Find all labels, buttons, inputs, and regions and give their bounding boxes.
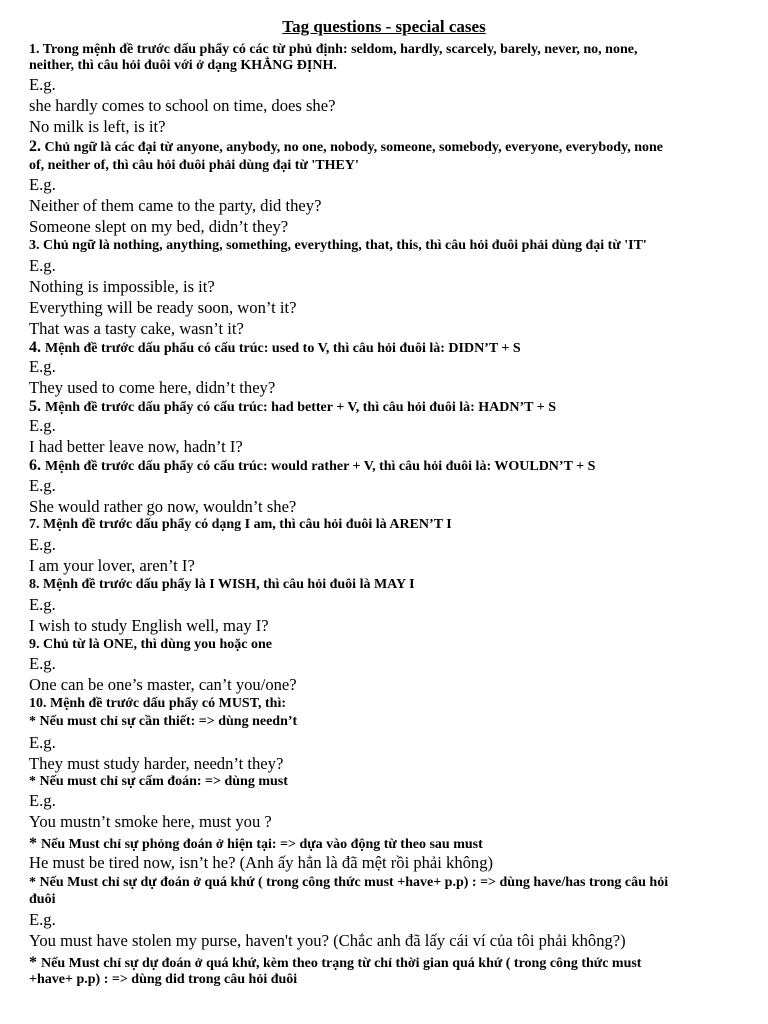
rule-heading	[29, 891, 55, 909]
line-text: * Nếu must chỉ sự cấm đoán: => dùng must	[29, 774, 288, 789]
text-line	[29, 931, 626, 951]
line-text: she hardly comes to school on time, does she?	[29, 96, 336, 115]
rule-heading	[29, 237, 647, 255]
text-line	[29, 256, 56, 276]
rule-heading	[29, 713, 297, 731]
line-prefix: 2.	[29, 138, 41, 155]
line-text: That was a tasty cake, wasn’t it?	[29, 319, 244, 338]
rule-heading	[29, 138, 663, 157]
text-line	[29, 616, 269, 636]
line-text: You must have stolen my purse, haven't you? (Chắc anh đã lấy cái ví của tôi phải không?)	[29, 931, 626, 950]
line-text: One can be one’s master, can’t you/one?	[29, 675, 297, 694]
line-text: 3. Chủ ngữ là nothing, anything, something, everything, that, this, thì câu hỏi đuôi phải dùng đại từ 'IT'	[29, 238, 647, 253]
line-text: She would rather go now, wouldn’t she?	[29, 497, 297, 516]
line-prefix: *	[29, 954, 41, 971]
rule-heading	[29, 874, 668, 892]
text-line	[29, 277, 215, 297]
line-text: They must study harder, needn’t they?	[29, 754, 284, 773]
rule-heading	[29, 576, 415, 594]
rule-heading	[29, 971, 297, 989]
rule-heading	[29, 516, 452, 534]
text-line	[29, 196, 321, 216]
text-line	[29, 175, 56, 195]
rule-heading	[29, 157, 359, 175]
text-line	[29, 75, 56, 95]
text-line	[29, 476, 56, 496]
line-text: Mệnh đề trước dấu phẩy có cấu trúc: had better + V, thì câu hỏi đuôi là: HADN’T + S	[45, 400, 556, 415]
line-text: E.g.	[29, 476, 56, 495]
text-line	[29, 812, 272, 832]
rule-heading	[29, 636, 272, 654]
line-text: I am your lover, aren’t I?	[29, 556, 195, 575]
line-text: 7. Mệnh đề trước dấu phẩy có dạng I am, thì câu hỏi đuôi là AREN’T I	[29, 517, 452, 532]
rule-heading	[29, 695, 286, 713]
text-line	[29, 298, 296, 318]
line-text: E.g.	[29, 416, 56, 435]
line-text: Nothing is impossible, is it?	[29, 277, 215, 296]
line-text: Nếu Must chỉ sự phỏng đoán ở hiện tại: => dựa vào động từ theo sau must	[41, 837, 483, 852]
line-prefix: 5.	[29, 398, 45, 415]
line-text: 8. Mệnh đề trước dấu phẩy là I WISH, thì câu hỏi đuôi là MAY I	[29, 577, 415, 592]
text-line	[29, 96, 335, 116]
text-line	[29, 357, 56, 377]
rule-heading	[29, 57, 337, 75]
line-text: They used to come here, didn’t they?	[29, 378, 276, 397]
text-line	[29, 416, 56, 436]
line-prefix: *	[29, 835, 41, 852]
line-text: neither, thì câu hỏi đuôi với ở dạng KHẲNG ĐỊNH.	[29, 58, 337, 73]
line-text: Nếu Must chỉ sự dự đoán ở quá khứ, kèm theo trạng từ chỉ thời gian quá khứ ( trong công thức must	[41, 956, 642, 971]
line-text: Someone slept on my bed, didn’t they?	[29, 217, 289, 236]
text-line	[29, 319, 244, 339]
line-text: E.g.	[29, 654, 56, 673]
line-text: E.g.	[29, 791, 56, 810]
text-line	[29, 754, 283, 774]
line-text: E.g.	[29, 595, 56, 614]
line-text: E.g.	[29, 733, 56, 752]
text-line	[29, 733, 56, 753]
page-title: Tag questions - special cases	[282, 17, 486, 36]
line-text: E.g.	[29, 256, 56, 275]
line-prefix: 4.	[29, 339, 45, 356]
line-text: Everything will be ready soon, won’t it?	[29, 298, 297, 317]
line-text: E.g.	[29, 75, 56, 94]
line-text: * Nếu must chỉ sự cần thiết: => dùng needn’t	[29, 714, 298, 729]
rule-heading	[29, 835, 483, 854]
line-text: E.g.	[29, 357, 56, 376]
line-text: 9. Chủ từ là ONE, thì dùng you hoặc one	[29, 637, 272, 652]
text-line	[29, 437, 243, 457]
text-line	[29, 910, 56, 930]
line-text: You mustn’t smoke here, must you ?	[29, 812, 272, 831]
line-text: * Nếu Must chỉ sự dự đoán ở quá khứ ( trong công thức must +have+ p.p) : => dùng have/has trong câu hỏi	[29, 875, 669, 890]
rule-heading	[29, 398, 556, 417]
rule-heading	[29, 457, 595, 476]
line-text: E.g.	[29, 175, 56, 194]
line-text: No milk is left, is it?	[29, 117, 166, 136]
line-text: đuôi	[29, 892, 56, 907]
rule-heading	[29, 339, 521, 358]
text-line	[29, 117, 165, 137]
text-line	[29, 654, 56, 674]
line-text: Mệnh đề trước dấu phẩu có cấu trúc: used to V, thì câu hỏi đuôi là: DIDN’T + S	[45, 341, 521, 356]
line-text: Mệnh đề trước dấu phẩy có cấu trúc: would rather + V, thì câu hỏi đuôi là: WOULDN’T + S	[45, 459, 596, 474]
line-text: E.g.	[29, 535, 56, 554]
text-line	[29, 556, 195, 576]
text-line	[29, 217, 288, 237]
line-text: He must be tired now, isn’t he? (Anh ấy hẳn là đã mệt rồi phải không)	[29, 853, 494, 872]
text-line	[29, 535, 56, 555]
line-text: I had better leave now, hadn’t I?	[29, 437, 243, 456]
text-line	[29, 675, 297, 695]
line-text: +have+ p.p) : => dùng did trong câu hỏi đuôi	[29, 972, 298, 987]
line-text: Chủ ngữ là các đại từ anyone, anybody, no one, nobody, someone, somebody, everyone, everybody, none	[41, 140, 663, 155]
line-prefix: 6.	[29, 457, 45, 474]
line-text: of, neither of, thì câu hỏi đuôi phải dùng đại từ 'THEY'	[29, 158, 359, 173]
text-line	[29, 791, 56, 811]
line-text: Neither of them came to the party, did they?	[29, 196, 322, 215]
text-line	[29, 853, 493, 873]
rule-heading	[29, 773, 288, 791]
text-line	[29, 378, 275, 398]
text-line	[29, 497, 296, 517]
line-text: E.g.	[29, 910, 56, 929]
line-text: 1. Trong mệnh đề trước dấu phẩy có các từ phủ định: seldom, hardly, scarcely, barely, never, no, none,	[29, 42, 638, 57]
line-text: I wish to study English well, may I?	[29, 616, 269, 635]
text-line	[29, 595, 56, 615]
line-text: 10. Mệnh đề trước dấu phẩy có MUST, thì:	[29, 696, 287, 711]
